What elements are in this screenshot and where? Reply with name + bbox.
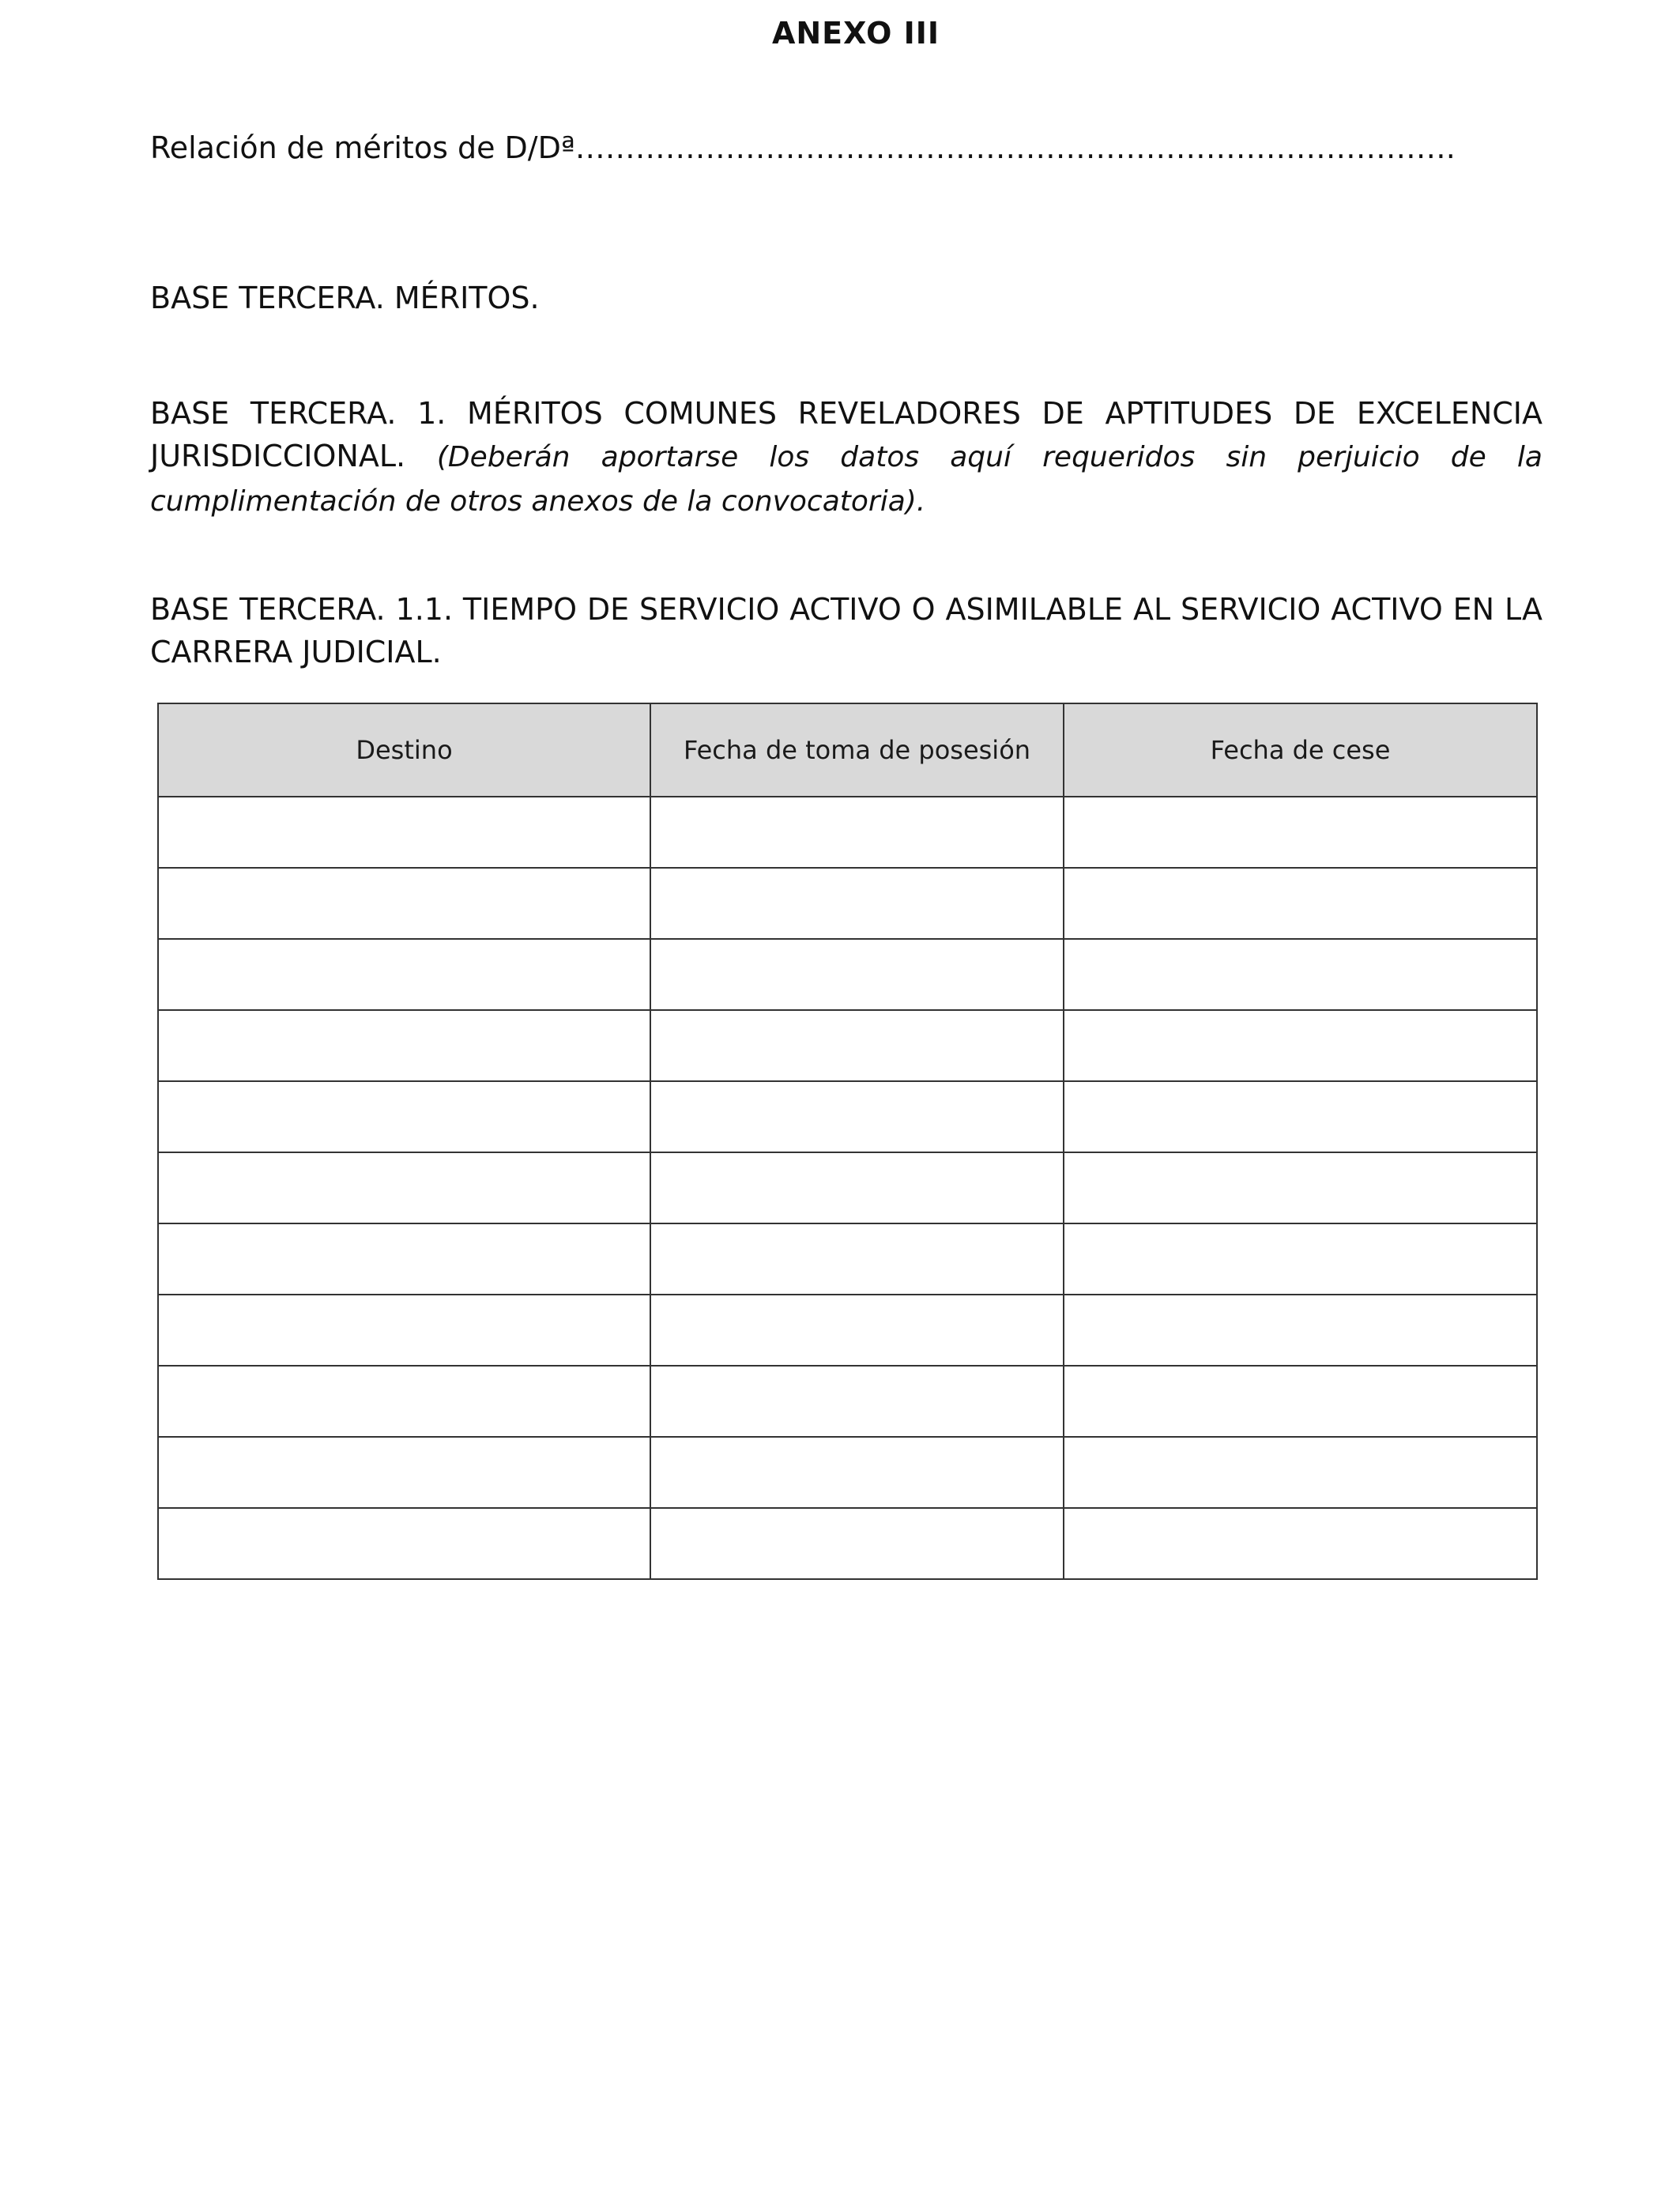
table-row xyxy=(158,1010,1537,1081)
section-base-tercera-1 xyxy=(150,392,1543,523)
table-body xyxy=(158,797,1537,1579)
table-row xyxy=(158,797,1537,868)
page-title: ANEXO III xyxy=(771,16,940,51)
table-row xyxy=(158,1223,1537,1295)
table-row xyxy=(158,1295,1537,1366)
table-row xyxy=(158,1437,1537,1508)
relacion-meritos-line xyxy=(150,126,1543,169)
cell-destino[interactable] xyxy=(158,1437,650,1508)
section-base-tercera: BASE TERCERA. MÉRITOS. xyxy=(150,281,540,315)
section-base-tercera-1-note: (Deberán aportarse los datos aquí requeridos sin perjuicio de la cumplimentación de otros anexos de la convocatoria). xyxy=(150,441,1543,518)
cell-fecha-cese[interactable] xyxy=(1064,1366,1537,1437)
cell-destino[interactable] xyxy=(158,1223,650,1295)
cell-fecha-toma-posesion[interactable] xyxy=(650,939,1064,1010)
cell-fecha-cese[interactable] xyxy=(1064,868,1537,939)
table-row xyxy=(158,1152,1537,1223)
cell-fecha-cese[interactable] xyxy=(1064,1010,1537,1081)
table-header-row xyxy=(158,703,1537,797)
cell-destino[interactable] xyxy=(158,1366,650,1437)
column-header-fecha-cese: Fecha de cese xyxy=(1064,703,1537,797)
column-header-fecha-toma-posesion: Fecha de toma de posesión xyxy=(650,703,1064,797)
cell-fecha-cese[interactable] xyxy=(1064,1295,1537,1366)
cell-fecha-toma-posesion[interactable] xyxy=(650,797,1064,868)
cell-fecha-toma-posesion[interactable] xyxy=(650,1437,1064,1508)
cell-destino[interactable] xyxy=(158,1295,650,1366)
cell-fecha-toma-posesion[interactable] xyxy=(650,1223,1064,1295)
cell-fecha-cese[interactable] xyxy=(1064,1437,1537,1508)
cell-destino[interactable] xyxy=(158,1081,650,1152)
cell-destino[interactable] xyxy=(158,797,650,868)
section-base-tercera-1-heading: BASE TERCERA. 1. MÉRITOS COMUNES REVELADORES DE APTITUDES DE EXCELENCIA JURISDICCIONAL. xyxy=(150,396,1543,473)
cell-fecha-cese[interactable] xyxy=(1064,939,1537,1010)
name-fill-dots[interactable]: ……………………………………………………………………………. xyxy=(574,130,1456,165)
cell-fecha-cese[interactable] xyxy=(1064,1152,1537,1223)
cell-fecha-toma-posesion[interactable] xyxy=(650,1152,1064,1223)
cell-destino[interactable] xyxy=(158,868,650,939)
cell-destino[interactable] xyxy=(158,939,650,1010)
table-row xyxy=(158,868,1537,939)
cell-fecha-toma-posesion[interactable] xyxy=(650,1366,1064,1437)
cell-fecha-cese[interactable] xyxy=(1064,1508,1537,1579)
cell-destino[interactable] xyxy=(158,1508,650,1579)
cell-fecha-toma-posesion[interactable] xyxy=(650,1508,1064,1579)
cell-fecha-cese[interactable] xyxy=(1064,1081,1537,1152)
cell-destino[interactable] xyxy=(158,1010,650,1081)
table-row xyxy=(158,939,1537,1010)
table-row xyxy=(158,1366,1537,1437)
cell-fecha-toma-posesion[interactable] xyxy=(650,1081,1064,1152)
cell-fecha-toma-posesion[interactable] xyxy=(650,868,1064,939)
cell-destino[interactable] xyxy=(158,1152,650,1223)
relacion-label: Relación de méritos de D/Dª xyxy=(150,130,575,165)
column-header-destino: Destino xyxy=(158,703,650,797)
table-row xyxy=(158,1081,1537,1152)
cell-fecha-toma-posesion[interactable] xyxy=(650,1010,1064,1081)
cell-fecha-toma-posesion[interactable] xyxy=(650,1295,1064,1366)
cell-fecha-cese[interactable] xyxy=(1064,1223,1537,1295)
table-row xyxy=(158,1508,1537,1579)
section-base-tercera-1-1: BASE TERCERA. 1.1. TIEMPO DE SERVICIO ACTIVO O ASIMILABLE AL SERVICIO ACTIVO EN LA CARRERA JUDICIAL. xyxy=(150,592,1543,669)
cell-fecha-cese[interactable] xyxy=(1064,797,1537,868)
destinos-table xyxy=(157,703,1538,1580)
